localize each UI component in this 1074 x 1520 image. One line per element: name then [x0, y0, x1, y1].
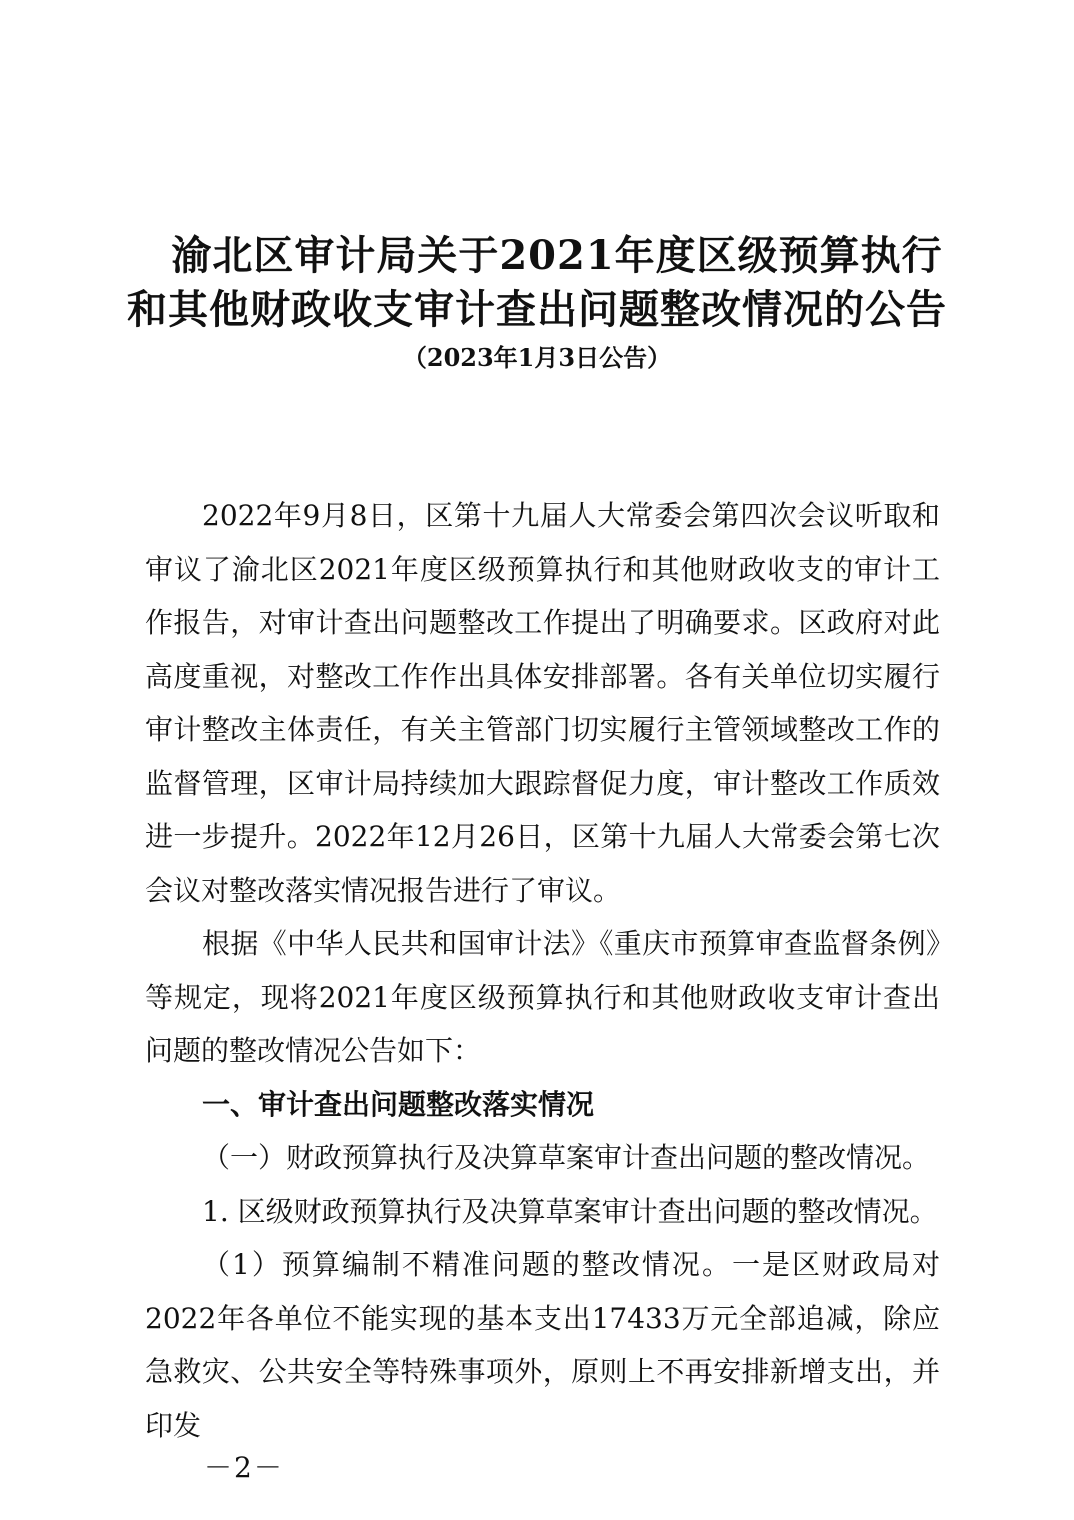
- document-title-line-1: 渝北区审计局关于2021年度区级预算执行: [171, 232, 943, 279]
- item-heading-1: 1. 区级财政预算执行及决算草案审计查出问题的整改情况。: [202, 1194, 938, 1228]
- paragraph-intro: 2022年9月8日，区第十九届人大常委会第四次会议听取和审议了渝北区2021年度区级预算执行和其他财政收支的审计工作报告，对审计查出问题整改工作提出了明确要求。区政府对此高度重视，对整改工作作出具体安排部署。各有关单位切实履行审计整改主体责任，有关主管部门切实履行主管领域整改工作的监督管理，区审计局持续加大跟踪督促力度，审计整改工作质效进一步提升。2022年12月26日，区第十九届人大常委会第七次会议对整改落实情况报告进行了审议。: [145, 499, 940, 907]
- paragraph-basis: 根据《中华人民共和国审计法》《重庆市预算审查监督条例》等规定，现将2021年度区级预算执行和其他财政收支审计查出问题的整改情况公告如下：: [145, 927, 940, 1067]
- paragraph-budget-compilation: （1）预算编制不精准问题的整改情况。一是区财政局对2022年各单位不能实现的基本支出17433万元全部追减，除应急救灾、公共安全等特殊事项外，原则上不再安排新增支出，并印发: [145, 1248, 940, 1442]
- section-heading-1: 一、审计查出问题整改落实情况: [202, 1087, 595, 1121]
- document-body: [145, 489, 940, 1452]
- page-number: －2－: [204, 1451, 284, 1484]
- publish-date: （2023年1月3日公告）: [402, 343, 672, 372]
- subsection-heading-1: （一）财政预算执行及决算草案审计查出问题的整改情况。: [202, 1141, 931, 1174]
- document-title-line-2: 和其他财政收支审计查出问题整改情况的公告: [127, 286, 947, 333]
